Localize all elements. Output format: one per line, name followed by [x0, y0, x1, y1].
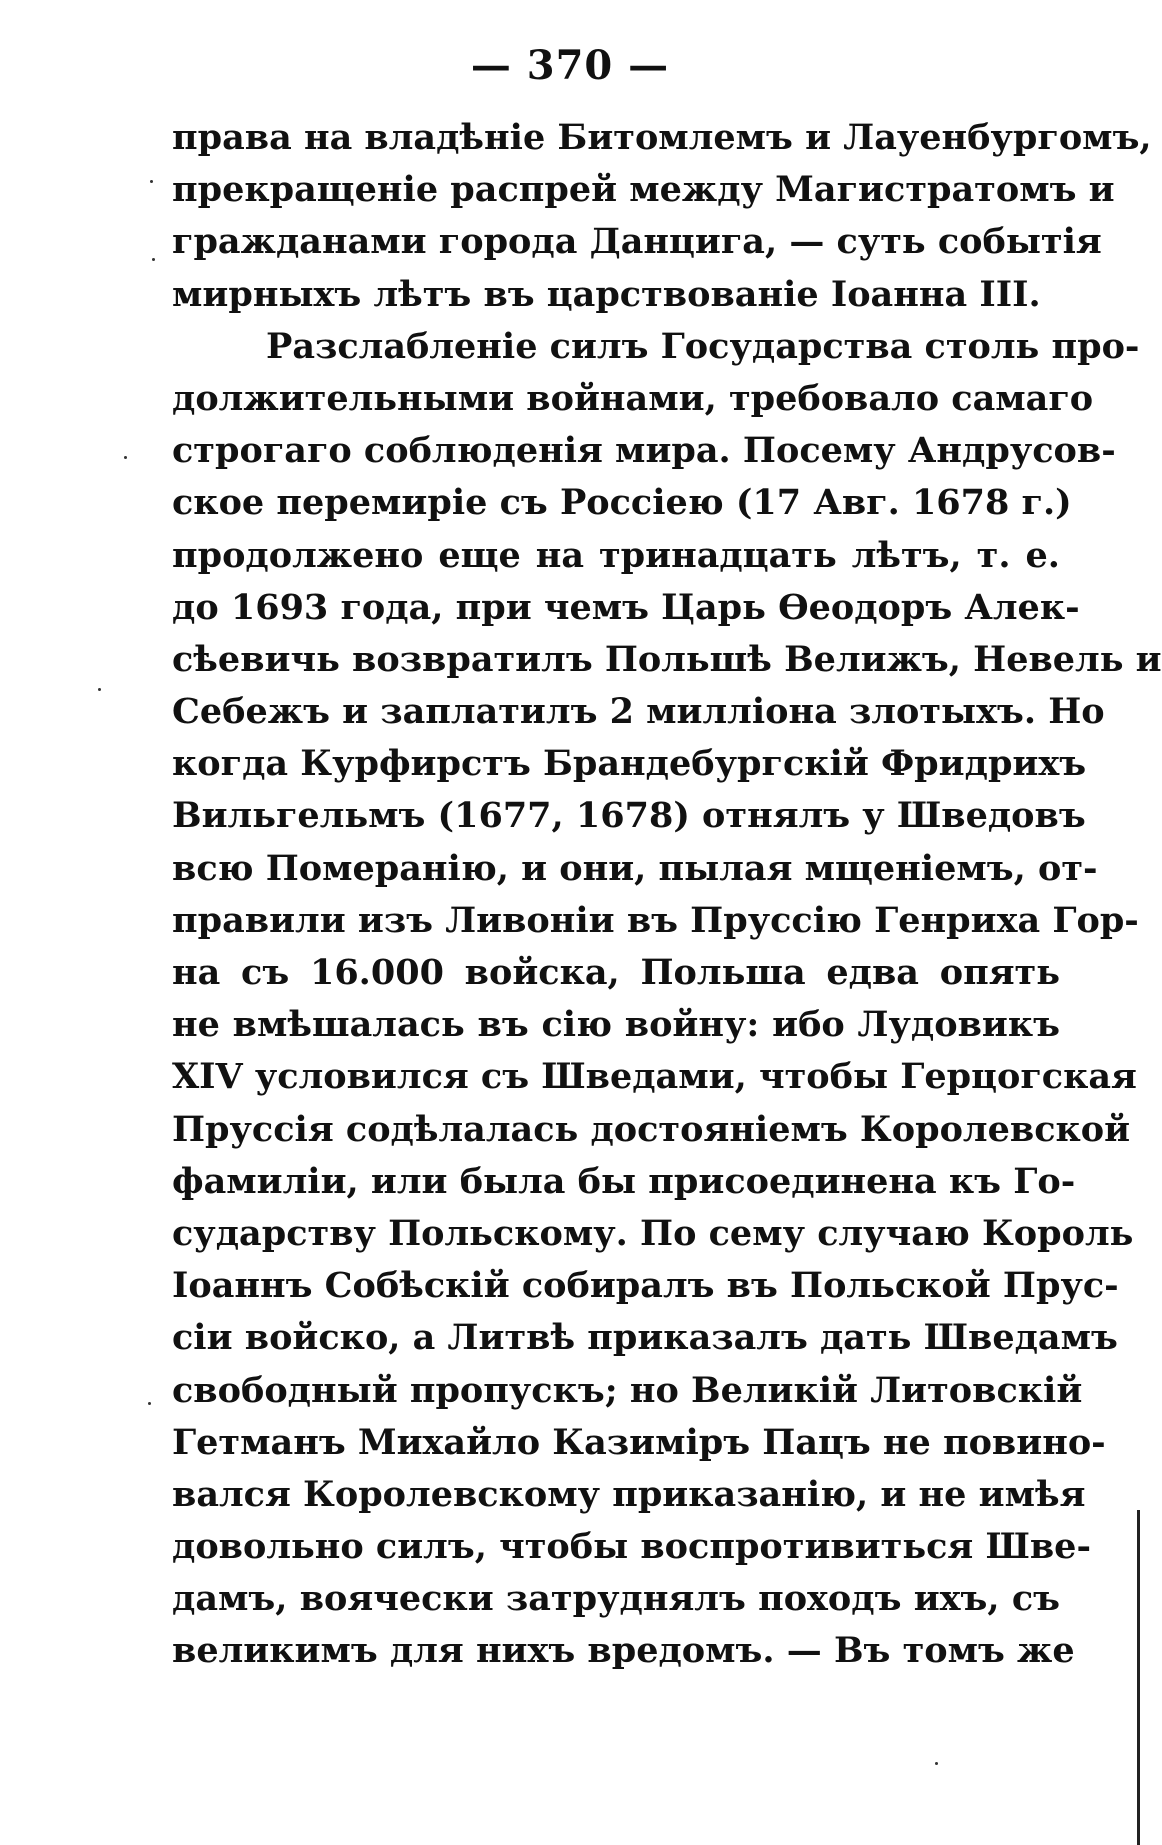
- text-line: великимъ для нихъ вредомъ. — Въ томъ же: [172, 1630, 1075, 1672]
- text-line: сударству Польскому. По сему случаю Король: [172, 1212, 1134, 1254]
- text-line: Гетманъ Михайло Казиміръ Пацъ не повино-: [172, 1421, 1106, 1463]
- scan-speck: [148, 1402, 151, 1405]
- text-line: должительными войнами, требовало самаго: [172, 377, 1094, 419]
- text-line: правили изъ Ливоніи въ Пруссію Генриха Гор-: [172, 899, 1139, 941]
- text-line: права на владѣніе Битомлемъ и Лауенбургомъ,: [172, 117, 1152, 158]
- text-line: фамиліи, или была бы присоединена къ Го-: [172, 1160, 1076, 1202]
- text-line: Іоаннъ Собѣскій собиралъ въ Польской Прус-: [172, 1265, 1119, 1307]
- scan-speck: [152, 258, 155, 261]
- scan-speck: [124, 456, 127, 459]
- text-line: ское перемиріе съ Россіею (17 Авг. 1678 г.): [172, 482, 1072, 524]
- text-line: когда Курфирстъ Брандебургскій Фридрихъ: [172, 743, 1087, 785]
- text-line: XIV условился съ Шведами, чтобы Герцогская: [172, 1056, 1137, 1098]
- text-line: на съ 16.000 войска, Польша едва опять: [172, 952, 1060, 993]
- text-line: свободный пропускъ; но Великій Литовскій: [172, 1369, 1083, 1411]
- text-line: Пруссія содѣлалась достояніемъ Королевской: [172, 1108, 1131, 1150]
- text-line: мирныхъ лѣтъ въ царствованіе Іоанна III.: [172, 273, 1041, 315]
- scan-speck: [150, 180, 153, 183]
- text-line: гражданами города Данцига, — суть событія: [172, 221, 1102, 263]
- text-line: довольно силъ, чтобы воспротивиться Шве-: [172, 1526, 1091, 1568]
- text-line: сѣевичь возвратилъ Польшѣ Велижъ, Невель и: [172, 638, 1162, 680]
- scan-edge-shadow: [1137, 1510, 1140, 1845]
- text-line: прекращеніе распрей между Магистратомъ и: [172, 169, 1115, 211]
- text-line: сіи войско, а Литвѣ приказалъ дать Шведамъ: [172, 1317, 1118, 1359]
- text-line: дамъ, воячески затруднялъ походъ ихъ, съ: [172, 1578, 1060, 1620]
- text-line: строгаго соблюденія мира. Посему Андрусов-: [172, 430, 1116, 472]
- scan-speck: [935, 1762, 938, 1765]
- scan-speck: [98, 688, 101, 691]
- text-line: до 1693 года, при чемъ Царь Ѳеодоръ Алек-: [172, 586, 1080, 628]
- page-number: — 370 —: [470, 42, 670, 89]
- text-line: вался Королевскому приказанію, и не имѣя: [172, 1473, 1086, 1515]
- paragraph-start-line: Разслабленіе силъ Государства столь про-: [266, 325, 1140, 367]
- body-text: [172, 112, 1162, 1678]
- text-line: всю Померанію, и они, пылая мщеніемъ, от-: [172, 847, 1098, 889]
- text-line: Себежъ и заплатилъ 2 милліона злотыхъ. Но: [172, 691, 1105, 733]
- text-line: не вмѣшалась въ сію войну: ибо Лудовикъ: [172, 1004, 1060, 1046]
- text-line: Вильгельмъ (1677, 1678) отнялъ у Шведовъ: [172, 795, 1086, 837]
- text-line: продолжено еще на тринадцать лѣтъ, т. е.: [172, 534, 1060, 576]
